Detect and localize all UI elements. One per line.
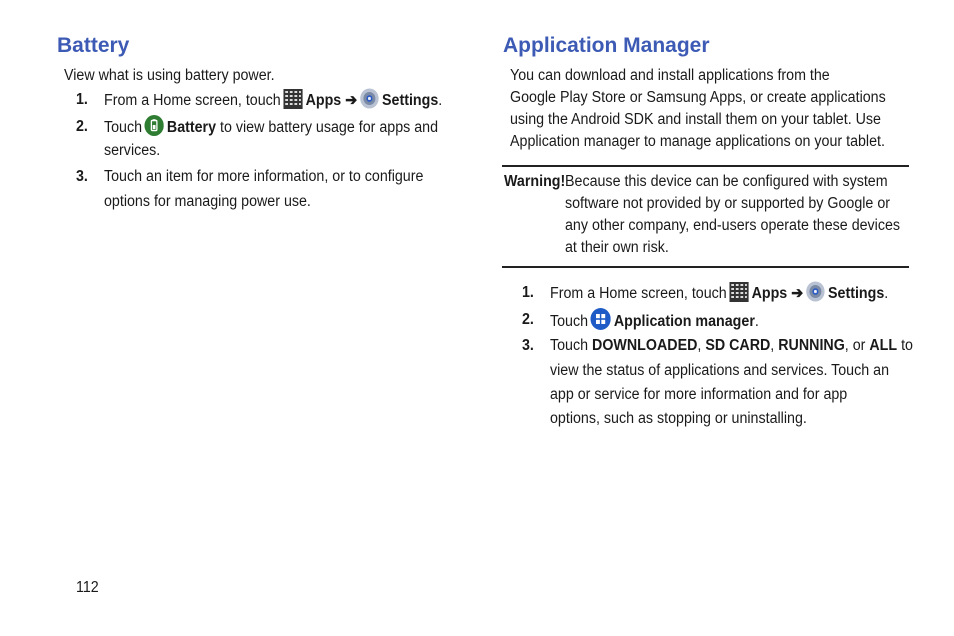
all-label: ALL (869, 337, 898, 354)
arrow-glyph: ➔ (791, 285, 804, 302)
step-text-post: . (438, 92, 443, 109)
battery-intro: View what is using battery power. (64, 67, 275, 84)
apps-label: Apps (751, 285, 788, 302)
step-text-post: . (884, 285, 889, 302)
battery-heading: Battery (57, 34, 130, 57)
step-text: Touch an item for more information, or to configure (104, 168, 424, 185)
comma: , (697, 337, 702, 354)
step-text (550, 281, 888, 311)
warning-top-rule (502, 165, 909, 167)
sd-card-label: SD CARD (705, 337, 771, 354)
battery-label: Battery (166, 119, 217, 136)
step-number: 2. (522, 311, 534, 328)
settings-gear-icon (360, 88, 379, 118)
app-manager-intro-2: Google Play Store or Samsung Apps, or create applications (510, 89, 886, 106)
warning-bottom-rule (502, 266, 909, 268)
app-manager-intro-1: You can download and install applications from the (510, 67, 830, 84)
settings-label: Settings (827, 285, 885, 302)
step-number: 3. (76, 168, 88, 185)
app-manager-intro-3: using the Android SDK and install them on your tablet. Use (510, 111, 881, 128)
settings-label: Settings (381, 92, 439, 109)
step-text-pre: Touch (104, 119, 143, 136)
to-text: to (901, 337, 913, 354)
app-manager-heading: Application Manager (503, 34, 710, 57)
step-text-pre: From a Home screen, touch (104, 92, 281, 109)
warning-line-4: at their own risk. (565, 239, 669, 256)
comma: , (770, 337, 775, 354)
step-number: 1. (76, 91, 88, 108)
downloaded-label: DOWNLOADED (592, 337, 698, 354)
application-manager-label: Application manager (613, 313, 755, 330)
page-number: 112 (76, 579, 99, 596)
warning-line-1: Because this device can be configured with system (565, 173, 888, 190)
step-text-cont: services. (104, 142, 161, 159)
step-text (550, 334, 913, 359)
step-text-cont: app or service for more information and for app (550, 386, 848, 403)
step-number: 2. (76, 118, 88, 135)
app-manager-intro-4: Application manager to manage applications on your tablet. (510, 133, 885, 150)
warning-line-3: any other company, end-users operate these devices (565, 217, 901, 234)
step-number: 1. (522, 284, 534, 301)
step-text (104, 88, 442, 118)
step-text-pre: From a Home screen, touch (550, 285, 727, 302)
apps-grid-icon (730, 282, 749, 311)
settings-gear-icon (806, 281, 825, 311)
apps-label: Apps (305, 92, 342, 109)
warning-label: Warning! (504, 173, 566, 190)
step-text-post: . (754, 313, 759, 330)
or-text: , or (844, 337, 866, 354)
warning-line-2: software not provided by or supported by Google or (565, 195, 891, 212)
step-text-pre: Touch (550, 313, 589, 330)
step-text-pre: Touch (550, 337, 589, 354)
running-label: RUNNING (778, 337, 845, 354)
apps-grid-icon (284, 89, 303, 118)
step-text-cont: options, such as stopping or uninstalling. (550, 410, 807, 427)
arrow-glyph: ➔ (345, 92, 358, 109)
step-text-cont: options for managing power use. (104, 193, 311, 210)
step-text-post: to view battery usage for apps and (220, 119, 439, 136)
step-number: 3. (522, 337, 534, 354)
step-text-cont: view the status of applications and services. Touch an (550, 362, 890, 379)
